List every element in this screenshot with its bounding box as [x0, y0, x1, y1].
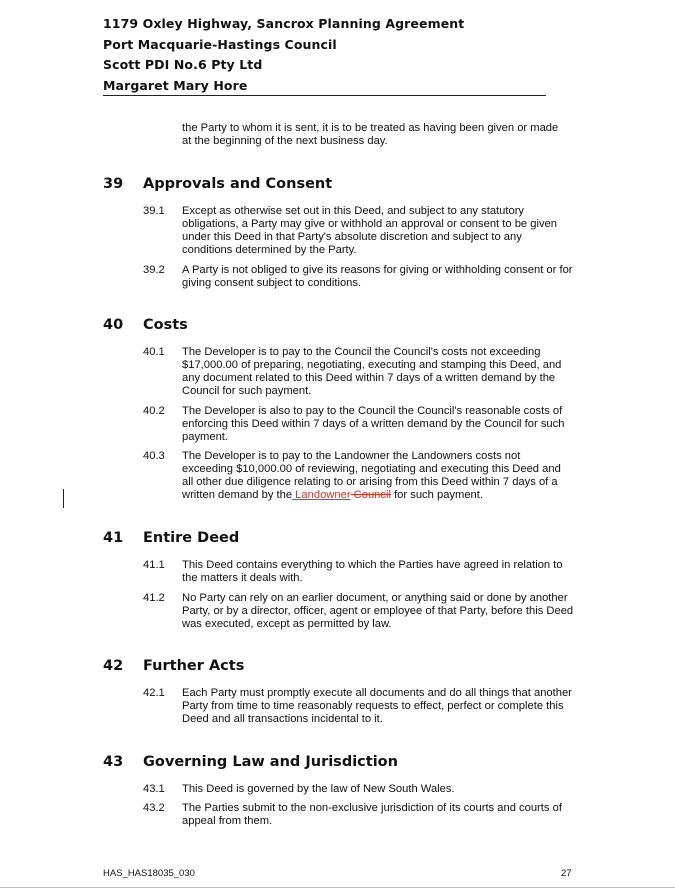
clause-number: 39.2 — [143, 264, 165, 276]
section-title: Entire Deed — [143, 530, 240, 546]
section-number: 43 — [103, 754, 124, 770]
clause-number: 41.1 — [143, 559, 165, 571]
section-heading — [103, 316, 188, 334]
section-heading — [103, 753, 398, 771]
section-title: Costs — [143, 317, 188, 333]
tracked-insertion: Landowner — [292, 489, 351, 501]
clause-number: 42.1 — [143, 687, 165, 699]
tracked-deletion: Council — [350, 489, 391, 501]
clause-text: The Parties submit to the non-exclusive jurisdiction of its courts and courts of appeal from them. — [182, 802, 562, 827]
section-number: 40 — [103, 317, 124, 333]
page-bottom-edge — [0, 887, 675, 888]
clause-number: 40.2 — [143, 405, 165, 417]
clause-text: The Developer is to pay to the Council the Council's costs not exceeding $17,000.00 of preparing, negotiating, executing and stamping this Deed, and any document related to this Deed within 7 days of a written demand by the Council for such payment. — [182, 346, 562, 397]
clause-text: Except as otherwise set out in this Deed, and subject to any statutory obligations, a Party may give or withhold an approval or consent to be given under this Deed in that Party's absolute discretion and subject to any conditions determined by the Party. — [182, 205, 557, 256]
section-heading — [103, 175, 332, 193]
clause-text: This Deed contains everything to which the Parties have agreed in relation to the matters it deals with. — [182, 559, 563, 584]
clause-text-after: for such payment. — [390, 489, 483, 501]
section-number: 39 — [103, 176, 124, 192]
clause-number: 41.2 — [143, 592, 165, 604]
tracked-change-bar — [63, 489, 64, 508]
footer-page-number: 27 — [561, 868, 572, 879]
section-number: 41 — [103, 530, 124, 546]
clause-text-before: The Developer is to pay to the Landowner the Landowners costs not exceeding $10,000.00 of reviewing, negotiating and executing this Deed and all other due diligence relating to or arising from this Deed within 7 days of a written demand by the — [182, 450, 561, 501]
clause-text: The Developer is also to pay to the Council the Council's reasonable costs of enforcing this Deed within 7 days of a written demand by the Council for such payment. — [182, 405, 565, 443]
clause-number: 43.1 — [143, 783, 165, 795]
section-title: Approvals and Consent — [143, 176, 333, 192]
header-party-developer: Scott PDI No.6 Pty Ltd — [103, 57, 263, 72]
document-header — [103, 14, 545, 96]
header-title: 1179 Oxley Highway, Sancrox Planning Agreement — [103, 16, 465, 31]
clause-number: 39.1 — [143, 205, 165, 217]
clause-text: This Deed is governed by the law of New South Wales. — [182, 783, 455, 795]
header-divider — [103, 95, 546, 96]
clause-text: A Party is not obliged to give its reasons for giving or withholding consent or for giving consent subject to conditions. — [182, 264, 573, 289]
clause-text: Each Party must promptly execute all documents and do all things that another Party from time to time reasonably requests to effect, perfect or complete this Deed and all transactions incidental to it. — [182, 687, 572, 725]
header-party-landowner: Margaret Mary Hore — [103, 77, 248, 93]
footer-document-reference: HAS_HAS18035_030 — [103, 868, 195, 879]
section-title: Further Acts — [143, 658, 245, 674]
section-number: 42 — [103, 658, 124, 674]
clause-number: 40.1 — [143, 346, 165, 358]
continued-paragraph: the Party to whom it is sent, it is to be treated as having been given or made at the beginning of the next business day. — [182, 122, 559, 147]
section-heading — [103, 657, 244, 675]
clause-text — [182, 450, 574, 502]
clause-number: 43.2 — [143, 802, 165, 814]
clause-text: No Party can rely on an earlier document, or anything said or done by another Party, or by a director, officer, agent or employee of that Party, before this Deed was executed, except as permitted by law. — [182, 592, 574, 630]
header-party-council: Port Macquarie-Hastings Council — [103, 36, 337, 52]
section-title: Governing Law and Jurisdiction — [143, 754, 398, 770]
section-heading — [103, 529, 239, 547]
clause-number: 40.3 — [143, 450, 165, 462]
